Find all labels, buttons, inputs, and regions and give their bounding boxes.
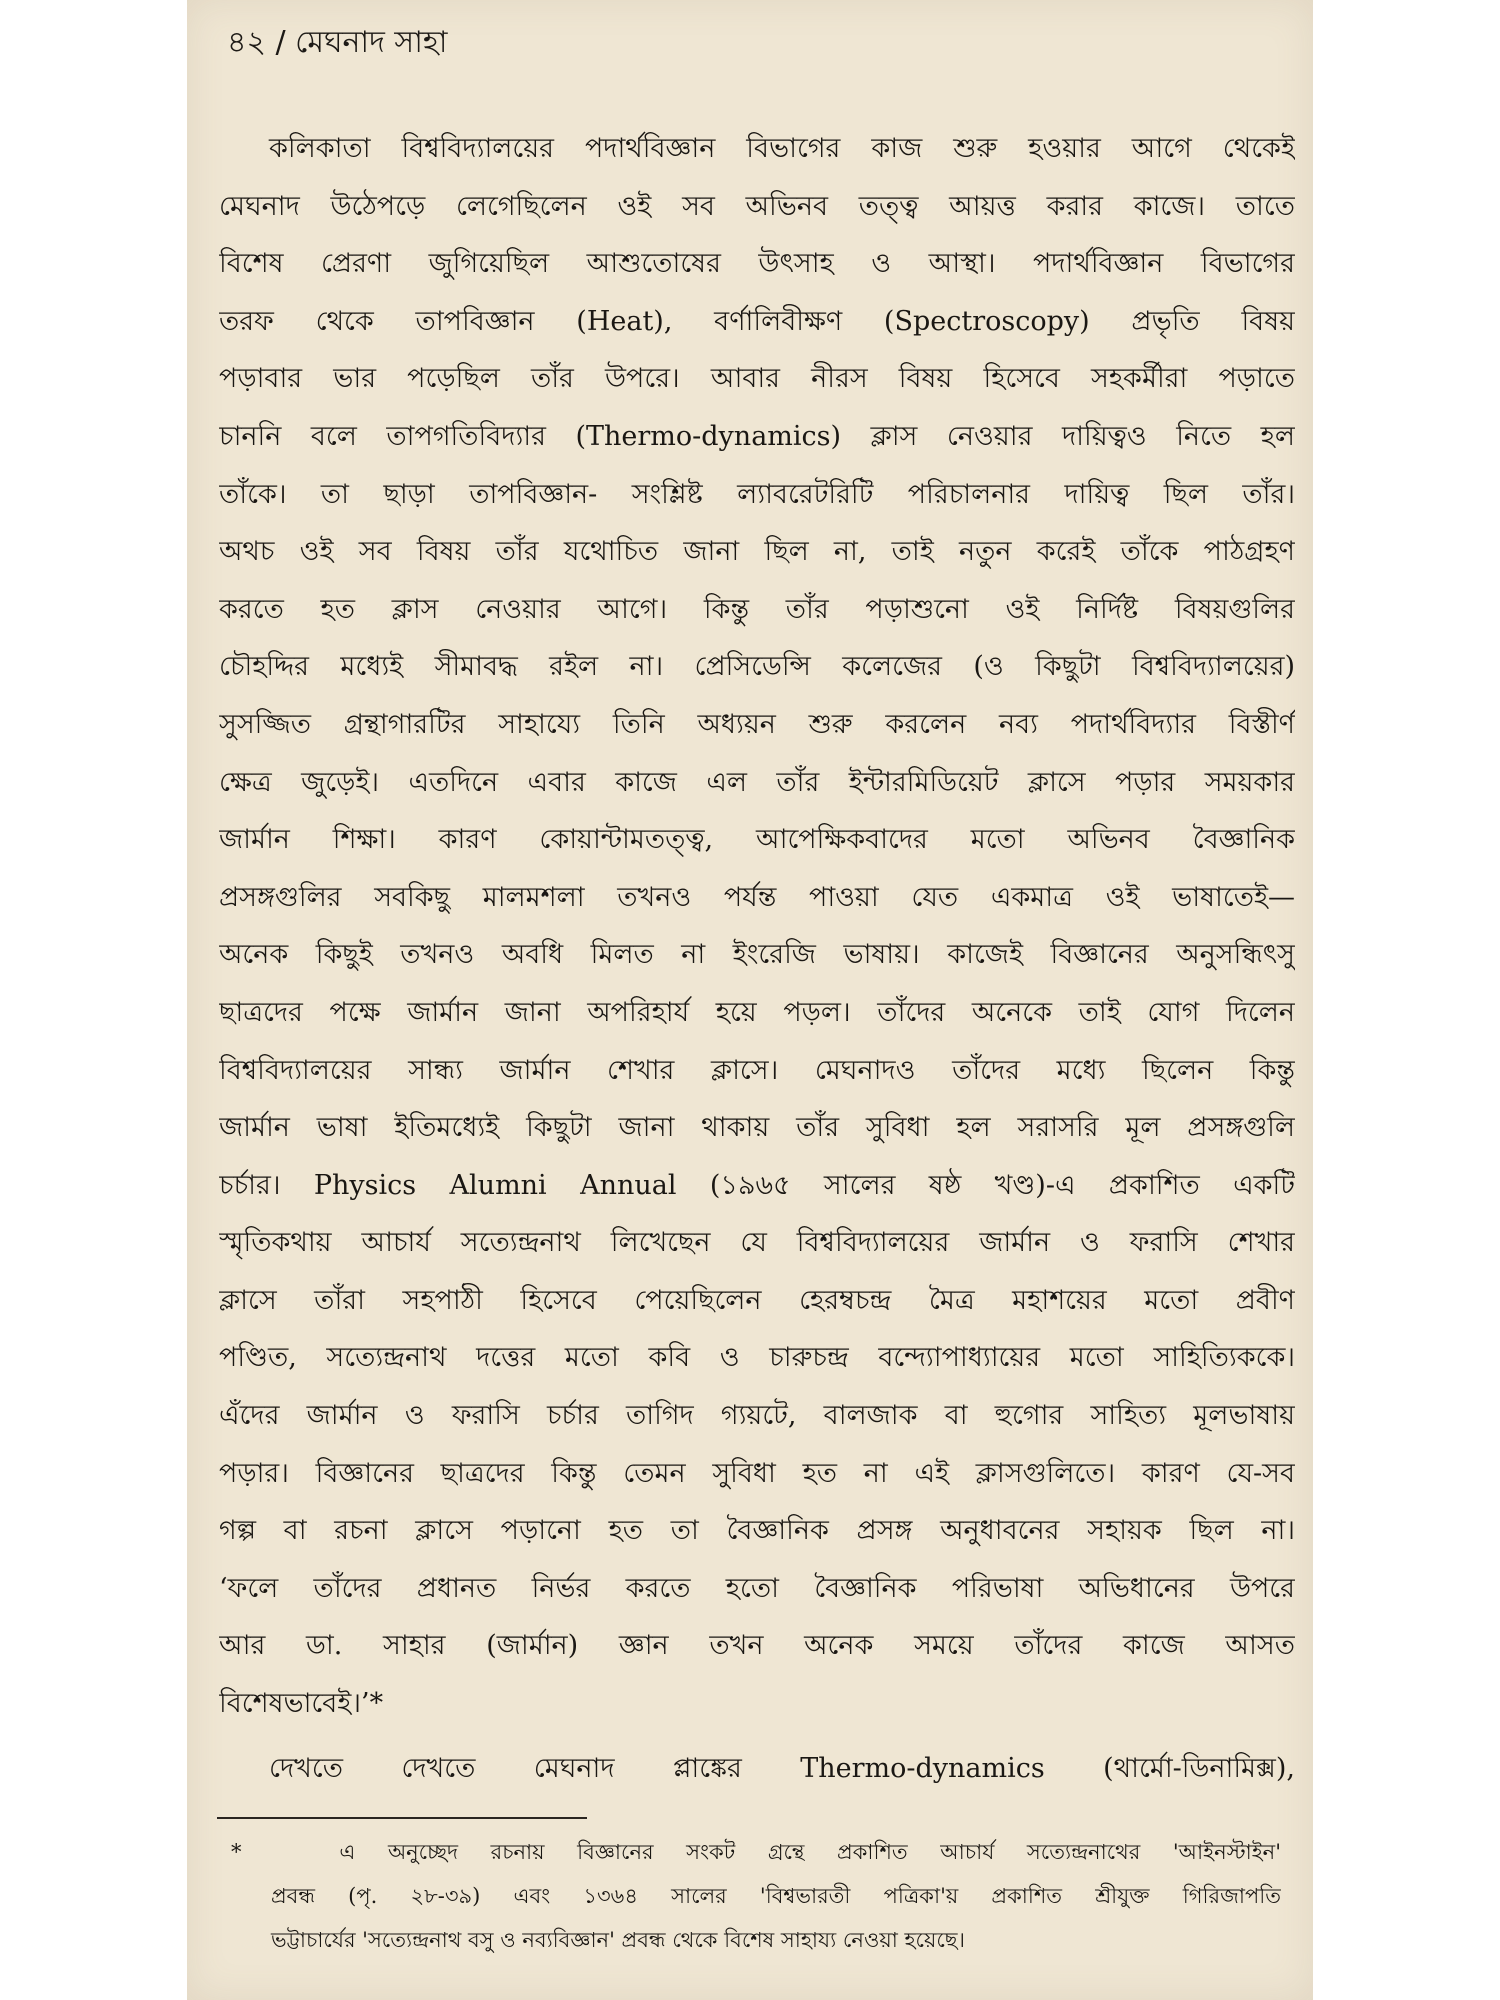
- paragraph-line: জার্মান শিক্ষা। কারণ কোয়ান্টামতত্ত্ব, আপেক্ষিকবাদের মতো অভিনব বৈজ্ঞানিক: [219, 824, 1295, 856]
- paragraph-line: জার্মান ভাষা ইতিমধ্যেই কিছুটা জানা থাকায় তাঁর সুবিধা হল সরাসরি মূল প্রসঙ্গগুলি: [219, 1112, 1295, 1144]
- paragraph-line: ক্লাসে তাঁরা সহপাঠী হিসেবে পেয়েছিলেন হেরম্বচন্দ্র মৈত্র মহাশয়ের মতো প্রবীণ: [219, 1284, 1295, 1316]
- paragraph-line: তাঁকে। তা ছাড়া তাপবিজ্ঞান- সংশ্লিষ্ট ল্যাবরেটরিটি পরিচালনার দায়িত্ব ছিল তাঁর।: [219, 478, 1295, 510]
- paragraph-line: ছাত্রদের পক্ষে জার্মান জানা অপরিহার্য হয়ে পড়ল। তাঁদের অনেকে তাই যোগ দিলেন: [219, 996, 1295, 1028]
- book-page: [187, 0, 1313, 2000]
- paragraph-line: গল্প বা রচনা ক্লাসে পড়ানো হত তা বৈজ্ঞানিক প্রসঙ্গ অনুধাবনের সহায়ক ছিল না।: [219, 1515, 1295, 1547]
- paragraph-line: অথচ ওই সব বিষয় তাঁর যথোচিত জানা ছিল না, তাই নতুন করেই তাঁকে পাঠগ্রহণ: [219, 536, 1295, 568]
- next-paragraph-line: দেখতে দেখতে মেঘনাদ প্লাঙ্কের Thermo-dynamics (থার্মো-ডিনামিক্স),: [269, 1753, 1295, 1784]
- paragraph-line: করতে হত ক্লাস নেওয়ার আগে। কিন্তু তাঁর পড়াশুনো ওই নির্দিষ্ট বিষয়গুলির: [219, 593, 1295, 625]
- paragraph-line: বিশেষ প্রেরণা জুগিয়েছিল আশুতোষের উৎসাহ ও আস্থা। পদার্থবিজ্ঞান বিভাগের: [219, 248, 1295, 280]
- paragraph-line: মেঘনাদ উঠেপড়ে লেগেছিলেন ওই সব অভিনব তত্ত্ব আয়ত্ত করার কাজে। তাতে: [219, 190, 1295, 222]
- paragraph-line: অনেক কিছুই তখনও অবধি মিলত না ইংরেজি ভাষায়। কাজেই বিজ্ঞানের অনুসন্ধিৎসু: [219, 939, 1295, 971]
- paragraph-line: তরফ থেকে তাপবিজ্ঞান (Heat), বর্ণালিবীক্ষণ (Spectroscopy) প্রভৃতি বিষয়: [219, 305, 1295, 337]
- footnote-text: এ অনুচ্ছেদ রচনায় বিজ্ঞানের সংকট গ্রন্থে প্রকাশিত আচার্য সত্যেন্দ্রনাথের 'আইনস্টাইন': [339, 1840, 1281, 1864]
- footnote-marker: *: [231, 1840, 242, 1864]
- paragraph-line: কলিকাতা বিশ্ববিদ্যালয়ের পদার্থবিজ্ঞান বিভাগের কাজ শুরু হওয়ার আগে থেকেই: [269, 133, 1295, 164]
- paragraph-line: আর ডা. সাহার (জার্মান) জ্ঞান তখন অনেক সময়ে তাঁদের কাজে আসত: [219, 1630, 1295, 1662]
- paragraph-line: চাননি বলে তাপগতিবিদ্যার (Thermo-dynamics) ক্লাস নেওয়ার দায়িত্বও নিতে হল: [219, 420, 1295, 452]
- paragraph-line: চর্চার। Physics Alumni Annual (১৯৬৫ সালের ষষ্ঠ খণ্ড)-এ প্রকাশিত একটি: [219, 1169, 1295, 1201]
- paragraph-line: সুসজ্জিত গ্রন্থাগারটির সাহায্যে তিনি অধ্যয়ন শুরু করলেন নব্য পদার্থবিদ্যার বিস্তীর্ণ: [219, 708, 1295, 740]
- footnote-divider: [217, 1817, 587, 1819]
- paragraph-line: পণ্ডিত, সত্যেন্দ্রনাথ দত্তের মতো কবি ও চারুচন্দ্র বন্দ্যোপাধ্যায়ের মতো সাহিত্যিককে।: [219, 1342, 1295, 1374]
- paragraph-line: বিশ্ববিদ্যালয়ের সান্ধ্য জার্মান শেখার ক্লাসে। মেঘনাদও তাঁদের মধ্যে ছিলেন কিন্তু: [219, 1054, 1295, 1086]
- paragraph-line: বিশেষভাবেই।’*: [219, 1688, 384, 1720]
- footnote-line: প্রবন্ধ (পৃ. ২৮-৩৯) এবং ১৩৬৪ সালের 'বিশ্বভারতী পত্রিকা'য় প্রকাশিত শ্রীযুক্ত গিরিজাপতি: [271, 1884, 1281, 1908]
- paragraph-line: ক্ষেত্র জুড়েই। এতদিনে এবার কাজে এল তাঁর ইন্টারমিডিয়েট ক্লাসে পড়ার সময়কার: [219, 766, 1295, 798]
- running-head: ৪২ / মেঘনাদ সাহা: [227, 25, 448, 60]
- footnote-line: [231, 1830, 1281, 1874]
- paragraph-line: ‘ফলে তাঁদের প্রধানত নির্ভর করতে হতো বৈজ্ঞানিক পরিভাষা অভিধানের উপরে: [219, 1572, 1295, 1604]
- footnote-line: ভট্টাচার্যের 'সত্যেন্দ্রনাথ বসু ও নব্যবিজ্ঞান' প্রবন্ধ থেকে বিশেষ সাহায্য নেওয়া হয়েছে।: [271, 1928, 966, 1952]
- paragraph-line: চৌহদ্দির মধ্যেই সীমাবদ্ধ রইল না। প্রেসিডেন্সি কলেজের (ও কিছুটা বিশ্ববিদ্যালয়ের): [219, 651, 1295, 683]
- paragraph-line: স্মৃতিকথায় আচার্য সত্যেন্দ্রনাথ লিখেছেন যে বিশ্ববিদ্যালয়ের জার্মান ও ফরাসি শেখার: [219, 1227, 1295, 1259]
- main-paragraph: [219, 120, 1295, 1733]
- paragraph-line: প্রসঙ্গগুলির সবকিছু মালমশলা তখনও পর্যন্ত পাওয়া যেত একমাত্র ওই ভাষাতেই—: [219, 881, 1295, 913]
- paragraph-line: এঁদের জার্মান ও ফরাসি চর্চার তাগিদ গ্যয়টে, বালজাক বা হুগোর সাহিত্য মূলভাষায়: [219, 1400, 1295, 1432]
- paragraph-line: পড়ার। বিজ্ঞানের ছাত্রদের কিন্তু তেমন সুবিধা হত না এই ক্লাসগুলিতে। কারণ যে-সব: [219, 1457, 1295, 1489]
- paragraph-line: পড়াবার ভার পড়েছিল তাঁর উপরে। আবার নীরস বিষয় হিসেবে সহকর্মীরা পড়াতে: [219, 363, 1295, 395]
- footnote: [231, 1830, 1281, 1962]
